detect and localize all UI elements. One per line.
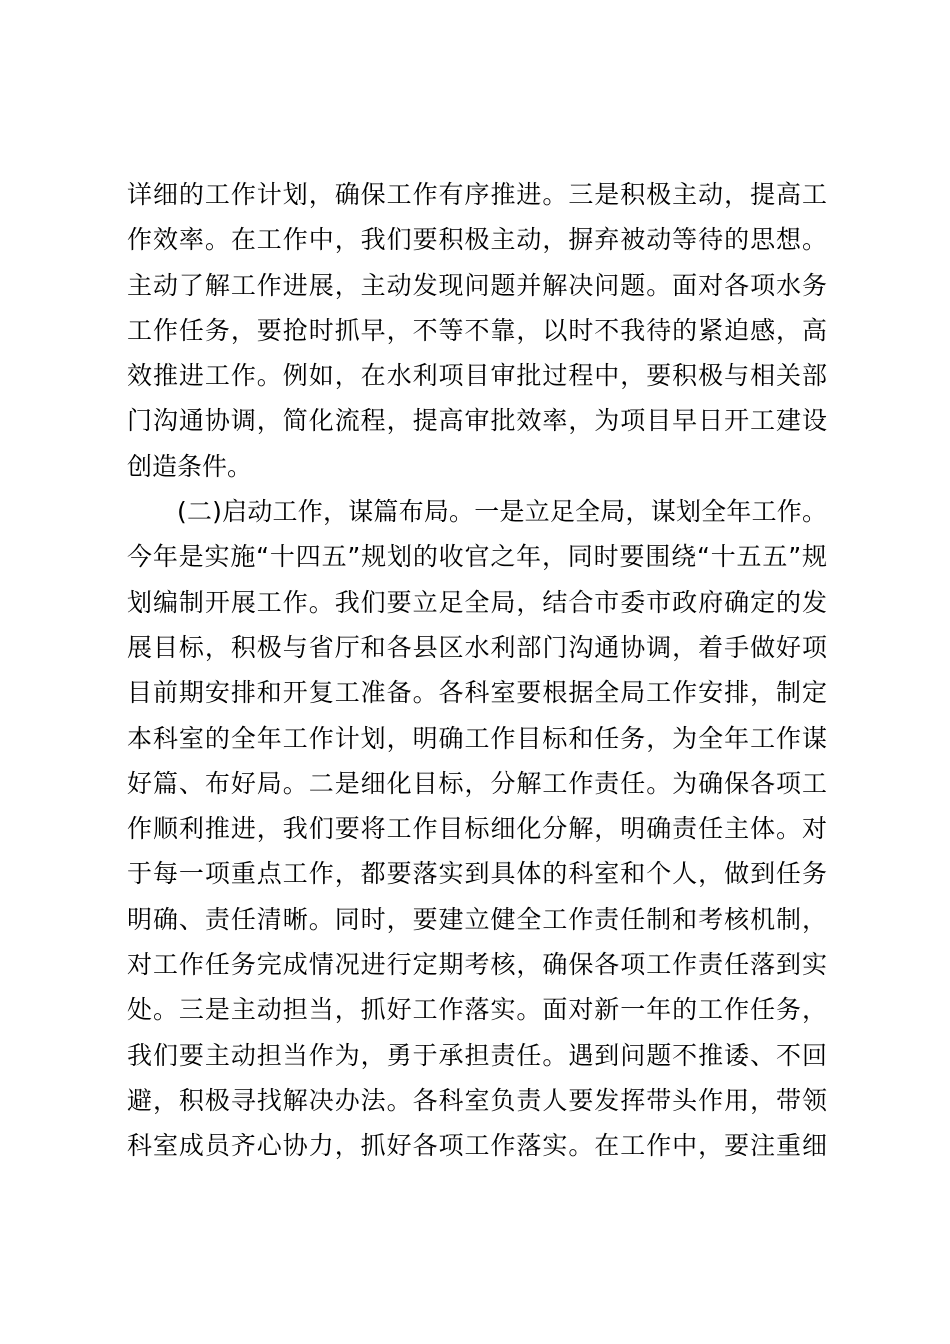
text-line: 工作任务，要抢时抓早，不等不靠，以时不我待的紧迫感，高: [127, 315, 827, 345]
text-line: 作顺利推进，我们要将工作目标细化分解，明确责任主体。对: [127, 814, 827, 844]
text-line: 今年是实施“十四五”规划的收官之年，同时要围绕“十五五”规: [127, 542, 827, 572]
text-line: 目前期安排和开复工准备。各科室要根据全局工作安排，制定: [127, 678, 827, 708]
section-heading-line: (二)启动工作，谋篇布局。一是立足全局，谋划全年工作。: [177, 497, 827, 527]
text-line: 划编制开展工作。我们要立足全局，结合市委市政府确定的发: [127, 587, 827, 617]
text-line: 详细的工作计划，确保工作有序推进。三是积极主动，提高工: [127, 180, 827, 209]
text-line: 于每一项重点工作，都要落实到具体的科室和个人，做到任务: [127, 859, 827, 889]
text-line: 明确、责任清晰。同时，要建立健全工作责任制和考核机制，: [127, 904, 827, 934]
body-text: [127, 172, 827, 1169]
text-line: 门沟通协调，简化流程，提高审批效率，为项目早日开工建设: [127, 406, 827, 436]
text-line: 避，积极寻找解决办法。各科室负责人要发挥带头作用，带领: [127, 1085, 827, 1115]
text-line: 作效率。在工作中，我们要积极主动，摒弃被动等待的思想。: [127, 225, 827, 255]
text-line: 效推进工作。例如，在水利项目审批过程中，要积极与相关部: [127, 361, 827, 391]
text-line: 主动了解工作进展，主动发现问题并解决问题。面对各项水务: [127, 270, 827, 300]
text-line: 处。三是主动担当，抓好工作落实。面对新一年的工作任务，: [127, 995, 827, 1025]
text-line: 本科室的全年工作计划，明确工作目标和任务，为全年工作谋: [127, 723, 827, 753]
text-line: 科室成员齐心协力，抓好各项工作落实。在工作中，要注重细: [127, 1131, 827, 1161]
text-line: 好篇、布好局。二是细化目标，分解工作责任。为确保各项工: [127, 768, 827, 798]
text-line: 创造条件。: [127, 451, 253, 481]
text-line: 我们要主动担当作为，勇于承担责任。遇到问题不推诿、不回: [127, 1040, 827, 1070]
text-line: 展目标，积极与省厅和各县区水利部门沟通协调，着手做好项: [127, 632, 827, 662]
text-line: 对工作任务完成情况进行定期考核，确保各项工作责任落到实: [127, 950, 827, 980]
